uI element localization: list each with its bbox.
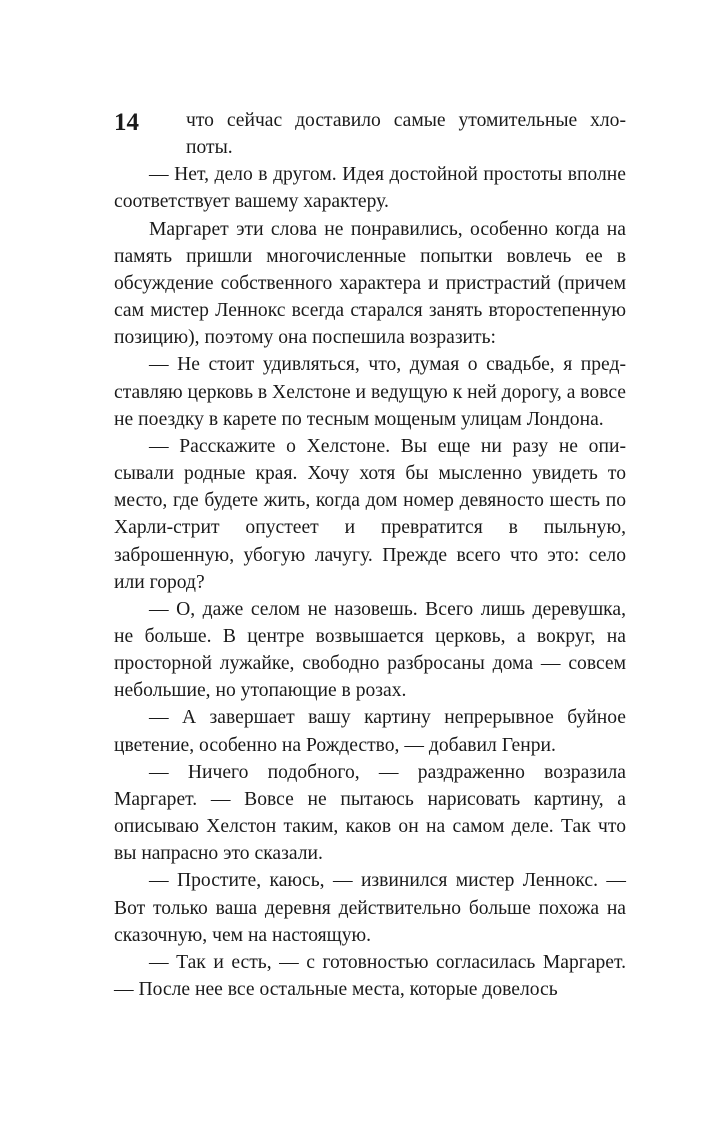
paragraph: — Так и есть, — с готовностью согласилась Маргарет. — После нее все остальные места, которые довелось — [114, 951, 626, 1000]
page-number: 14 — [114, 109, 139, 136]
paragraph: — А завершает вашу картину непрерывное буйное цветение, особенно на Рождество, — добавил Генри. — [114, 707, 626, 756]
paragraph: — Нет, дело в другом. Идея достойной простоты вполне соответствует вашему характеру. — [114, 164, 626, 213]
paragraph: — Ничего подобного, — раздраженно возразила Маргарет. — Вовсе не пытаюсь нарисовать картину, а описываю Хелстон таким, каков он на самом деле. Так что вы напрасно это сказали. — [114, 761, 626, 865]
paragraph: Маргарет эти слова не понравились, особенно когда на память пришли многочисленные попытки вовлечь ее в обсуждение собственного характера и пристрастий (причем сам мистер Леннокс всегда старался занять второстепенную позицию), поэтому она поспешила возразить: — [114, 218, 626, 349]
paragraph: — Расскажите о Хелстоне. Вы еще ни разу не описывали родные края. Хочу хотя бы мысленно увидеть то место, где будете жить, когда дом номер девяносто шесть по Харли-стрит опустеет и превратится в пыльную, заброшенную, убогую лачугу. Прежде всего что это: село или город? — [114, 435, 626, 593]
paragraph: что сейчас доставило самые утомительные хлопоты. — [186, 110, 626, 159]
paragraph: — Простите, каюсь, — извинился мистер Леннокс. — Вот только ваша деревня действительно больше похожа на сказочную, чем на настоящую. — [114, 870, 626, 946]
body-text — [114, 107, 626, 1003]
paragraph: — О, даже селом не назовешь. Всего лишь деревушка, не больше. В центре возвышается церковь, а вокруг, на просторной лужайке, свободно разбросаны дома — совсем небольшие, но утопающие в розах. — [114, 598, 626, 702]
paragraph: — Не стоит удивляться, что, думая о свадьбе, я представляю церковь в Хелстоне и ведущую к ней дорогу, а вовсе не поездку в карете по тесным мощеным улицам Лондона. — [114, 354, 626, 430]
